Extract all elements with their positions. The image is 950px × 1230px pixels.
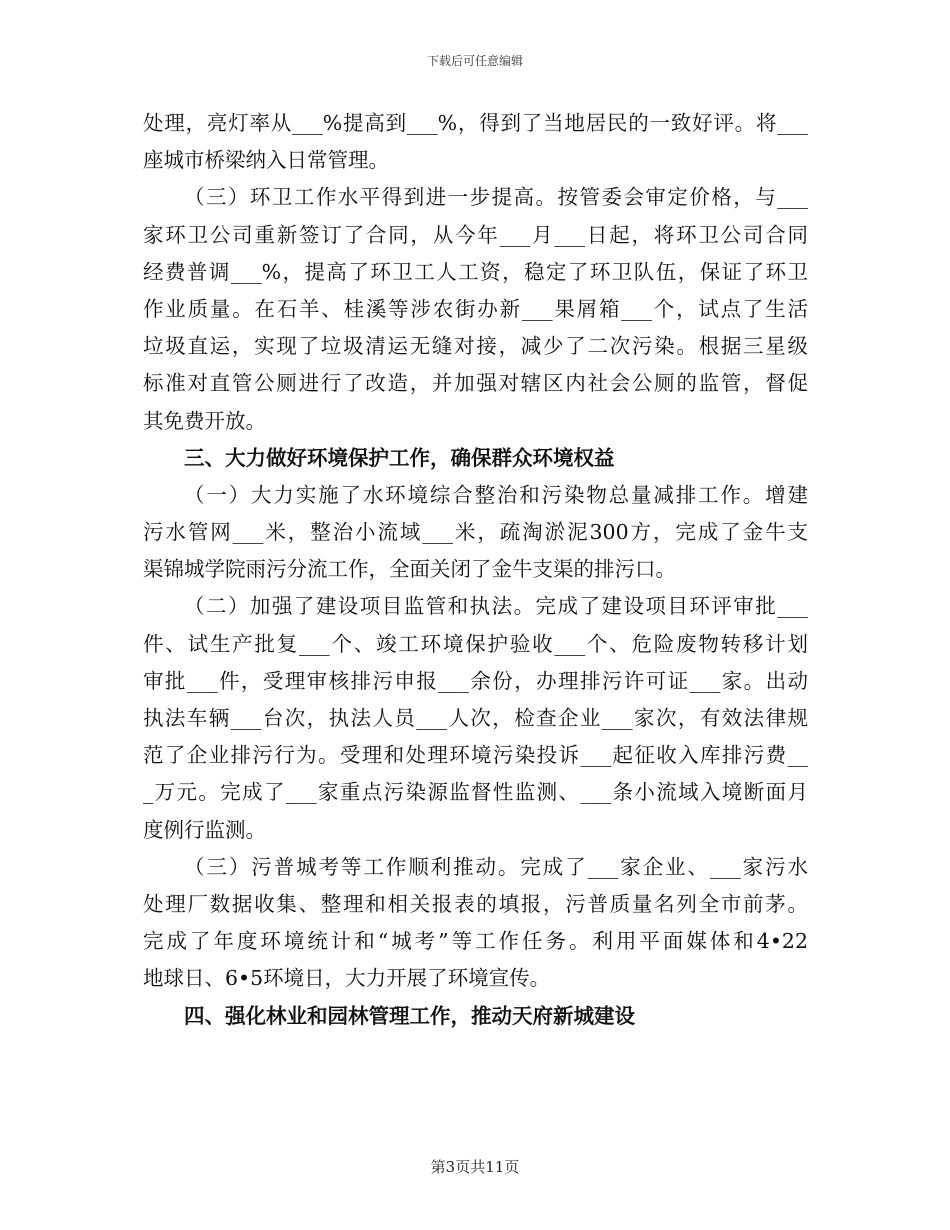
- body-line: 处理厂数据收集、整理和相关报表的填报，污普质量名列全市前茅。: [143, 891, 808, 916]
- section-heading: 四、强化林业和园林管理工作，推动天府新城建设: [184, 1003, 635, 1028]
- body-line: 范了企业排污行为。受理和处理环境污染投诉___起征收入库排污费__: [143, 743, 808, 768]
- body-line: 件、试生产批复___个、竣工环境保护验收___个、危险废物转移计划: [143, 631, 808, 656]
- body-line: （三）环卫工作水平得到进一步提高。按管委会审定价格，与___: [184, 185, 808, 210]
- body-line: 家环卫公司重新签订了合同，从今年___月___日起，将环卫公司合同: [143, 222, 808, 247]
- body-line: 作业质量。在石羊、桂溪等涉农街办新___果屑箱___个，试点了生活: [143, 296, 808, 321]
- body-line: 经费普调___%，提高了环卫工人工资，稳定了环卫队伍，保证了环卫: [143, 259, 808, 284]
- body-line: 度例行监测。: [143, 817, 266, 842]
- body-line: 完成了年度环境统计和“城考”等工作任务。利用平面媒体和4•22: [143, 929, 808, 954]
- body-line: 标准对直管公厕进行了改造，并加强对辖区内社会公厕的监管，督促: [143, 371, 808, 396]
- body-line: 座城市桥梁纳入日常管理。: [143, 148, 389, 173]
- body-line: 处理，亮灯率从___%提高到___%，得到了当地居民的一致好评。将___: [143, 111, 808, 135]
- body-line: 审批___件，受理审核排污申报___余份，办理排污许可证___家。出动: [143, 668, 808, 693]
- body-line: 其免费开放。: [143, 408, 266, 433]
- body-line: （三）污普城考等工作顺利推动。完成了___家企业、___家污水: [184, 854, 808, 879]
- page-header-note: 下载后可任意编辑: [426, 54, 523, 68]
- body-line: 污水管网___米，整治小流域___米，疏淘淤泥300方，完成了金牛支: [143, 520, 808, 545]
- body-line: 垃圾直运，实现了垃圾清运无缝对接，减少了二次污染。根据三星级: [143, 334, 808, 359]
- body-line: 执法车辆___台次，执法人员___人次，检查企业___家次，有效法律规: [143, 706, 808, 730]
- body-line: _万元。完成了___家重点污染源监督性监测、___条小流域入境断面月: [143, 780, 808, 805]
- page-footer-number: 第3页共11页: [430, 1158, 520, 1176]
- section-heading: 三、大力做好环境保护工作，确保群众环境权益: [184, 445, 615, 470]
- body-line: （二）加强了建设项目监管和执法。完成了建设项目环评审批___: [184, 594, 808, 619]
- body-line: 地球日、6•5环境日，大力开展了环境宣传。: [143, 966, 551, 991]
- document-body: [143, 105, 808, 1035]
- body-line: （一）大力实施了水环境综合整治和污染物总量减排工作。增建: [184, 482, 808, 507]
- body-line: 渠锦城学院雨污分流工作，全面关闭了金牛支渠的排污口。: [143, 557, 676, 582]
